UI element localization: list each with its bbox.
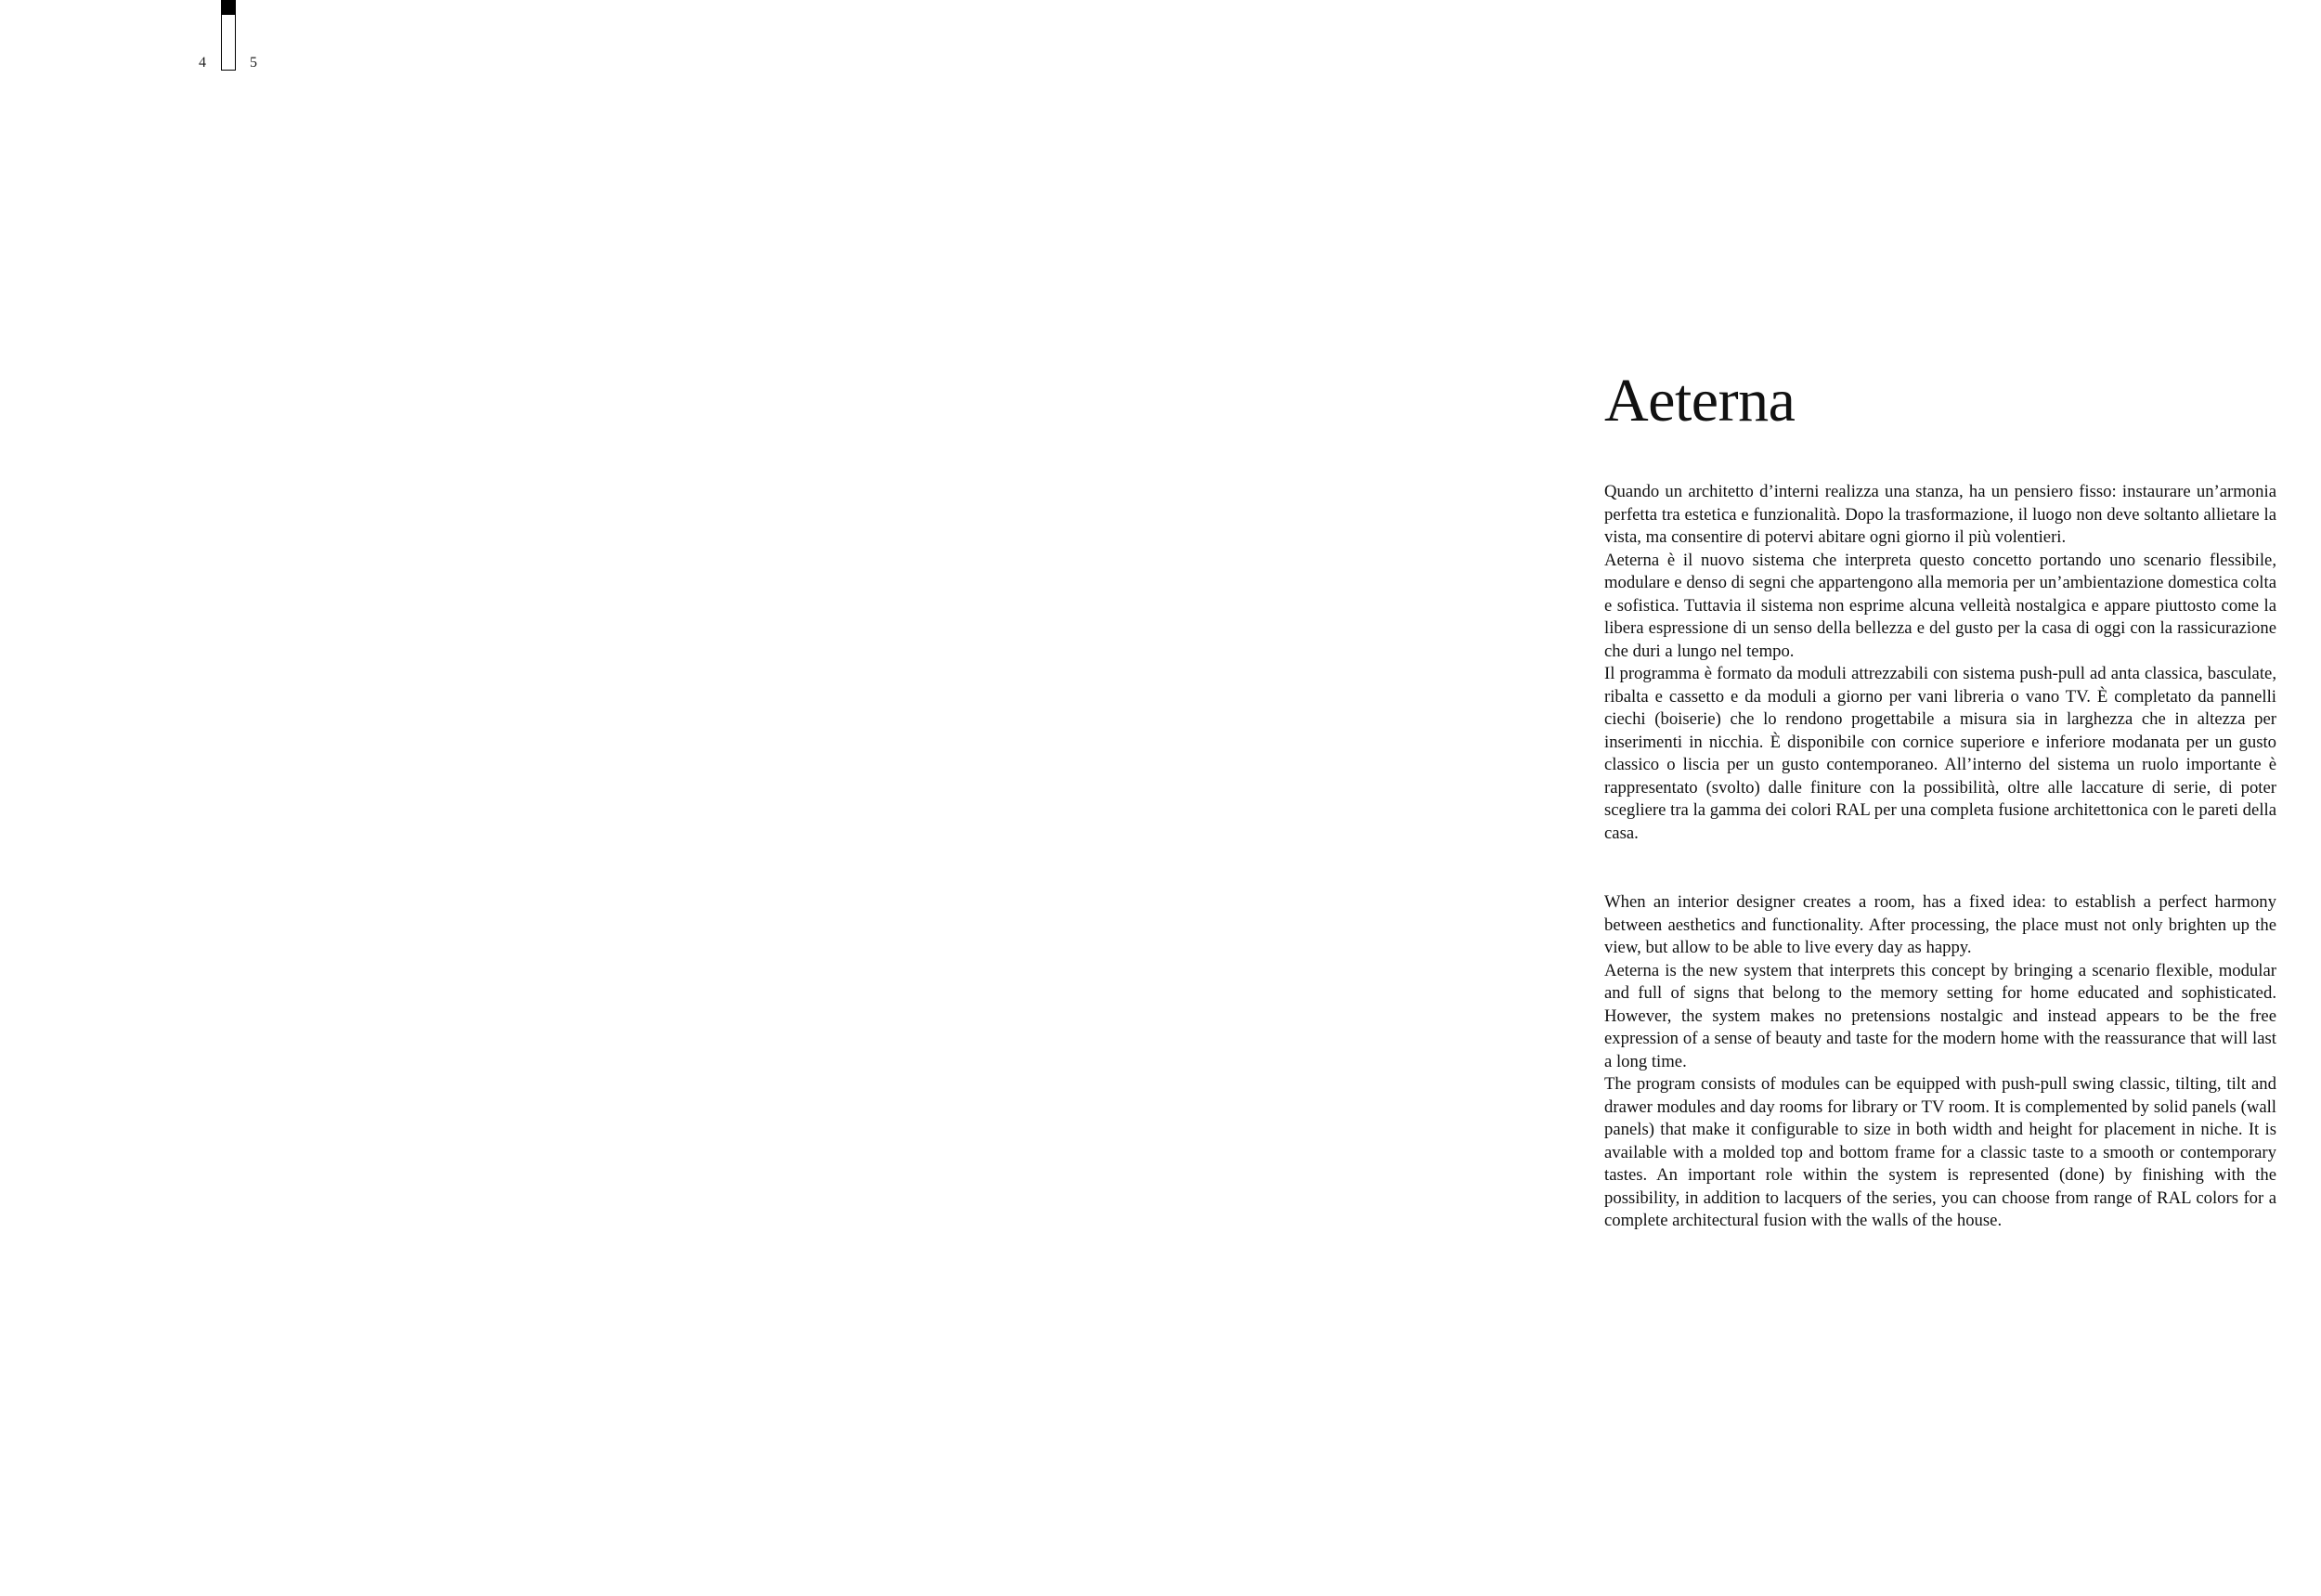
page-progress-bar: [221, 0, 236, 71]
italian-paragraph-1: Quando un architetto d’interni realizza una stanza, ha un pensiero fisso: instaurare un’armonia perfetta tra estetica e funzionalità. Dopo la trasformazione, il luogo non deve soltanto allietare la vista, ma consentire di potervi abitare ogni giorno il più volentieri.: [1604, 482, 2276, 547]
italian-paragraph-2: Aeterna è il nuovo sistema che interpreta questo concetto portando uno scenario flessibile, modulare e denso di segni che appartengono alla memoria per un’ambientazione domestica colta e sofistica. Tuttavia il sistema non esprime alcuna velleità nostalgica e appare piuttosto come la libera espressione di un senso della bellezza e del gusto per la casa di oggi con la rassicurazione che duri a lungo nel tempo.: [1604, 550, 2276, 661]
page-indicator: [193, 0, 277, 84]
english-paragraph-1: When an interior designer creates a room, has a fixed idea: to establish a perfect harmony between aesthetics and functionality. After processing, the place must not only brighten up the view, but allow to be able to live every day as happy.: [1604, 892, 2276, 957]
italian-text: [1604, 481, 2276, 845]
english-text: [1604, 891, 2276, 1233]
right-page-number: 5: [250, 55, 258, 71]
page-progress-fill: [222, 1, 235, 15]
article: [1604, 368, 2276, 1233]
english-paragraph-2: Aeterna is the new system that interprets this concept by bringing a scenario flexible, modular and full of signs that belong to the memory setting for home educated and sophisticated. However, the system makes no pretensions nostalgic and instead appears to be the free expression of a sense of beauty and taste for the modern home with the reassurance that will last a long time.: [1604, 960, 2276, 1071]
left-page-number: 4: [199, 55, 207, 71]
article-title: Aeterna: [1604, 367, 1796, 435]
english-paragraph-3: The program consists of modules can be equipped with push-pull swing classic, tilting, tilt and drawer modules and day rooms for library or TV room. It is complemented by solid panels (wall panels) that make it configurable to size in both width and height for placement in niche. It is available with a molded top and bottom frame for a classic taste to a smooth or contemporary tastes. An important role within the system is represented (done) by finishing with the possibility, in addition to lacquers of the series, you can choose from range of RAL colors for a complete architectural fusion with the walls of the house.: [1604, 1074, 2276, 1230]
italian-paragraph-3: Il programma è formato da moduli attrezzabili con sistema push-pull ad anta classica, basculate, ribalta e cassetto e da moduli a giorno per vani libreria o vano TV. È completato da pannelli ciechi (boiserie) che lo rendono progettabile a misura sia in larghezza che in altezza per inserimenti in nicchia. È disponibile con cornice superiore e inferiore modanata per un gusto classico o liscia per un gusto contemporaneo. All’interno del sistema un ruolo importante è rappresentato (svolto) dalle finiture con la possibilità, oltre alle laccature di serie, di poter scegliere tra la gamma dei colori RAL per una completa fusione architettonica con le pareti della casa.: [1604, 664, 2276, 843]
